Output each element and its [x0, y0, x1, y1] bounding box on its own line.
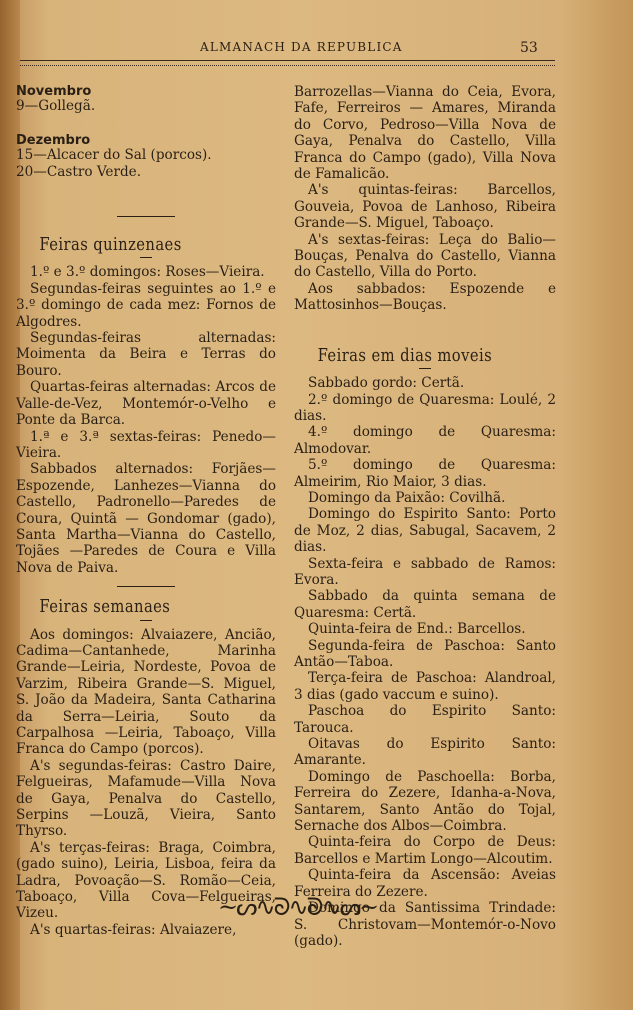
right-column — [294, 84, 556, 949]
month-heading-december: Dezembro — [16, 132, 91, 148]
paragraph: Segunda-feira de Paschoa: Santo Antão—Taboa. — [294, 637, 556, 670]
paragraph: Sexta-feira e sabbado de Ramos: Evora. — [294, 555, 556, 588]
paragraph: Sabbados alternados: Forjães—Espozende, Lanhezes—Vianna do Castello, Padronello—Paredes de Coura, Quintã — Gondomar (gado), Santa Martha—Vianna do Castello, Tojães —Paredes de Coura e Villa Nova de Paiva. — [16, 461, 276, 576]
list-item: 20—Castro Verde. — [16, 163, 142, 180]
paragraph: Segundas-feiras seguintes ao 1.º e 3.º domingo de cada mez: Fornos de Algodres. — [16, 280, 276, 330]
section-title-semanaes: Feiras semanaes — [39, 596, 171, 618]
paragraph: Domingo do Espirito Santo: Porto de Moz, 2 dias, Sabugal, Sacavem, 2 dias. — [294, 506, 556, 556]
section-title-dias-moveis: Feiras em dias moveis — [317, 344, 493, 366]
paragraph: A's quartas-feiras: Alvaiazere, — [30, 921, 237, 938]
paragraph: Quinta-feira do Corpo de Deus: Barcellos e Martim Longo—Alcoutim. — [294, 834, 556, 867]
end-ornament: ~ᔕ∿ᘐ∿ᘐ∿ᔕ~ — [218, 893, 378, 921]
header-rule — [20, 60, 555, 66]
paragraph: Barrozellas—Vianna do Ceia, Evora, Fafe, Ferreiros — Amares, Miranda do Corvo, Pedroso—Villa Nova de Gaya, Penalva do Castello, Villa Franca do Campo (gado), Villa Nova de Famalicão. — [294, 84, 556, 183]
running-title: ALMANACH DA REPUBLICA — [200, 40, 403, 54]
paragraph: A's quintas-feiras: Barcellos, Gouveia, Povoa de Lanhoso, Ribeira Grande—S. Miguel, Taboaço. — [294, 182, 556, 232]
paragraph: Domingo da Santissima Trindade: S. Christovam—Montemór-o-Novo (gado). — [294, 900, 556, 949]
paragraph: Aos domingos: Alvaiazere, Ancião, Cadima—Cantanhede, Marinha Grande—Leiria, Nordeste, Povoa de Varzim, Ribeira Grande—S. Miguel, S. João da Madeira, Santa Catharina da Serra—Leiria, Souto da Carpalhosa —Leiria, Taboaço, Villa Franca do Campo (porcos). — [16, 626, 276, 758]
title-dash — [419, 368, 431, 369]
paragraph: Sabbado da quinta semana de Quaresma: Certã. — [294, 588, 556, 621]
paragraph: Quinta-feira da Ascensão: Aveias Ferreira do Zezere. — [294, 867, 556, 900]
paragraph: A's terças-feiras: Braga, Coimbra, (gado suino), Leiria, Lisboa, feira da Ladra, Povoação—S. Romão—Ceia, Taboaço, Villa Cova—Felgueiras, Vizeu. — [16, 839, 276, 922]
paragraph: 5.º domingo de Quaresma: Almeirim, Rio Maior, 3 dias. — [294, 457, 556, 490]
paragraph: A's segundas-feiras: Castro Daire, Felgueiras, Mafamude—Villa Nova de Gaya, Penalva do Castello, Serpins —Louzã, Vieira, Santo Thyrso. — [16, 757, 276, 840]
paragraph: 1.º e 3.º domingos: Roses—Vieira. — [30, 264, 265, 281]
paragraph: 4.º domingo de Quaresma: Almodovar. — [294, 424, 556, 457]
paragraph: Aos sabbados: Espozende e Mattosinhos—Bouças. — [294, 280, 556, 314]
paragraph: Paschoa do Espirito Santo: Tarouca. — [294, 703, 556, 736]
paragraph: Terça-feira de Paschoa: Alandroal, 3 dias (gado vaccum e suino). — [294, 670, 556, 703]
paragraph: Quinta-feira de End.: Barcellos. — [308, 621, 526, 638]
paragraph: Segundas-feiras alternadas: Moimenta da Beira e Terras do Bouro. — [16, 330, 276, 379]
list-item: 9—Gollegã. — [16, 98, 96, 115]
list-item: 15—Alcacer do Sal (porcos). — [16, 147, 212, 164]
paragraph: 1.ª e 3.ª sextas-feiras: Penedo—Vieira. — [16, 428, 276, 461]
section-divider — [117, 586, 175, 587]
paragraph: Oitavas do Espirito Santo: Amarante. — [294, 736, 556, 769]
paragraph: Sabbado gordo: Certã. — [308, 375, 465, 392]
left-column — [16, 84, 276, 938]
paragraph: Domingo de Paschoella: Borba, Ferreira do Zezere, Idanha-a-Nova, Santarem, Santo Antão do Tojal, Sernache dos Albos—Coimbra. — [294, 768, 556, 835]
section-title-quinzenaes: Feiras quinzenaes — [39, 234, 182, 256]
section-divider — [117, 216, 175, 217]
paragraph: 2.º domingo de Quaresma: Loulé, 2 dias. — [294, 391, 556, 424]
paragraph: Quartas-feiras alternadas: Arcos de Valle-de-Vez, Montemór-o-Velho e Ponte da Barca. — [16, 379, 276, 429]
month-heading-november: Novembro — [16, 84, 92, 99]
page-number: 53 — [520, 40, 538, 56]
paragraph: Domingo da Paixão: Covilhã. — [308, 489, 506, 506]
paragraph: A's sextas-feiras: Leça do Balio—Bouças, Penalva do Castello, Vianna do Castello, Villa do Porto. — [294, 231, 556, 281]
title-dash — [140, 620, 152, 621]
title-dash — [140, 257, 152, 258]
